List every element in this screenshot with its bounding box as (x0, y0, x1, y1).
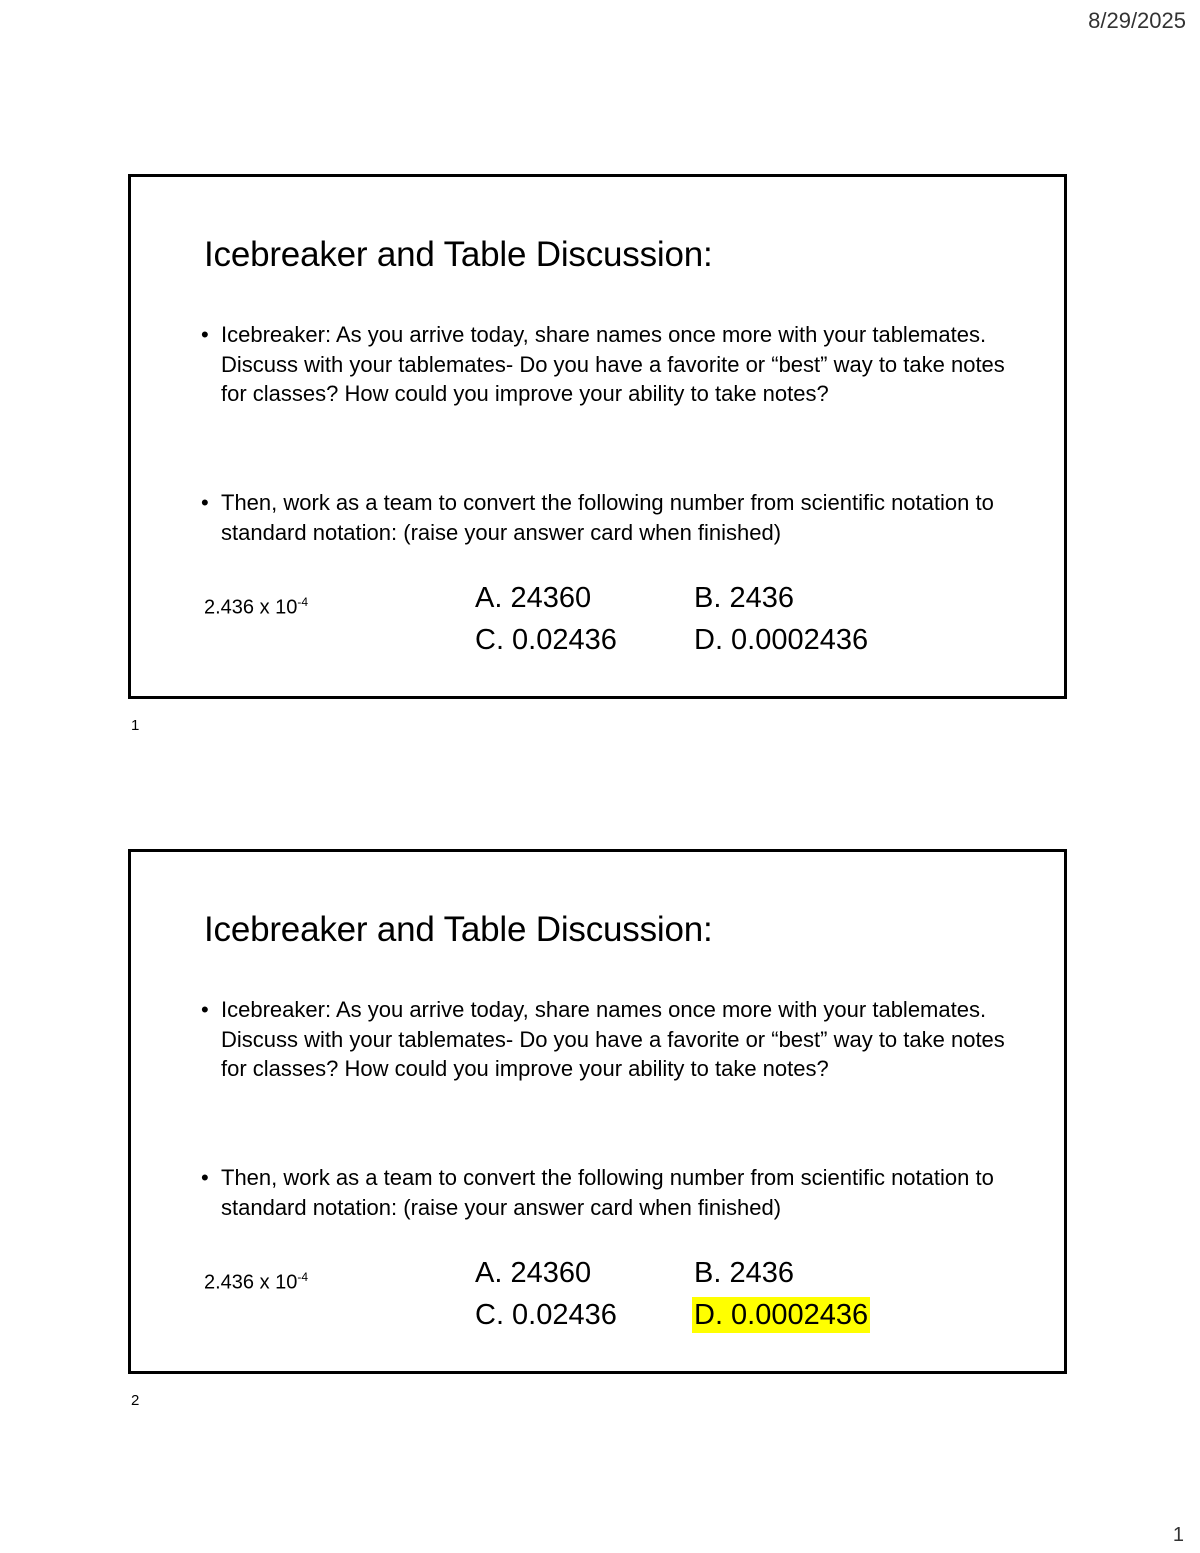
answer-c: C. 0.02436 (475, 1299, 617, 1331)
bullet-text: Then, work as a team to convert the following number from scientific notation to standard notation: (raise your answer card when finished) (221, 1165, 994, 1220)
answer-a: A. 24360 (475, 582, 592, 614)
page-date: 8/29/2025 (1088, 8, 1186, 33)
answer-d-highlighted: D. 0.0002436 (694, 1299, 869, 1331)
sci-exponent: -4 (297, 595, 309, 609)
slide-1 (128, 174, 1067, 699)
bullet-task (201, 488, 1021, 547)
answer-d: D. 0.0002436 (694, 624, 869, 656)
bullet-mark: • (201, 490, 209, 515)
slide-title: Icebreaker and Table Discussion: (204, 910, 713, 949)
slide-number: 2 (131, 1392, 140, 1409)
scientific-number (204, 1270, 308, 1295)
scientific-number (204, 595, 308, 620)
bullet-text: Icebreaker: As you arrive today, share names once more with your tablemates. Discuss with your tablemates- Do you have a favorite or “best” way to take notes for classes? How could you improve your ability to take notes? (221, 322, 1005, 406)
bullet-icebreaker (201, 320, 1021, 409)
bullet-text: Then, work as a team to convert the following number from scientific notation to standard notation: (raise your answer card when finished) (221, 490, 994, 545)
answer-b: B. 2436 (694, 582, 794, 614)
answer-b: B. 2436 (694, 1257, 794, 1289)
bullet-mark: • (201, 997, 209, 1022)
sci-base: 2.436 x 10 (204, 1271, 298, 1294)
sci-exponent: -4 (297, 1270, 309, 1284)
bullet-task (201, 1163, 1021, 1222)
page-number: 1 (1172, 1524, 1184, 1546)
bullet-icebreaker (201, 995, 1021, 1084)
answer-c: C. 0.02436 (475, 624, 617, 656)
slide-number: 1 (131, 717, 140, 734)
slide-title: Icebreaker and Table Discussion: (204, 235, 713, 274)
bullet-text: Icebreaker: As you arrive today, share names once more with your tablemates. Discuss with your tablemates- Do you have a favorite or “best” way to take notes for classes? How could you improve your ability to take notes? (221, 997, 1005, 1081)
answer-a: A. 24360 (475, 1257, 592, 1289)
sci-base: 2.436 x 10 (204, 596, 298, 619)
slide-2 (128, 849, 1067, 1374)
bullet-mark: • (201, 1165, 209, 1190)
bullet-mark: • (201, 322, 209, 347)
